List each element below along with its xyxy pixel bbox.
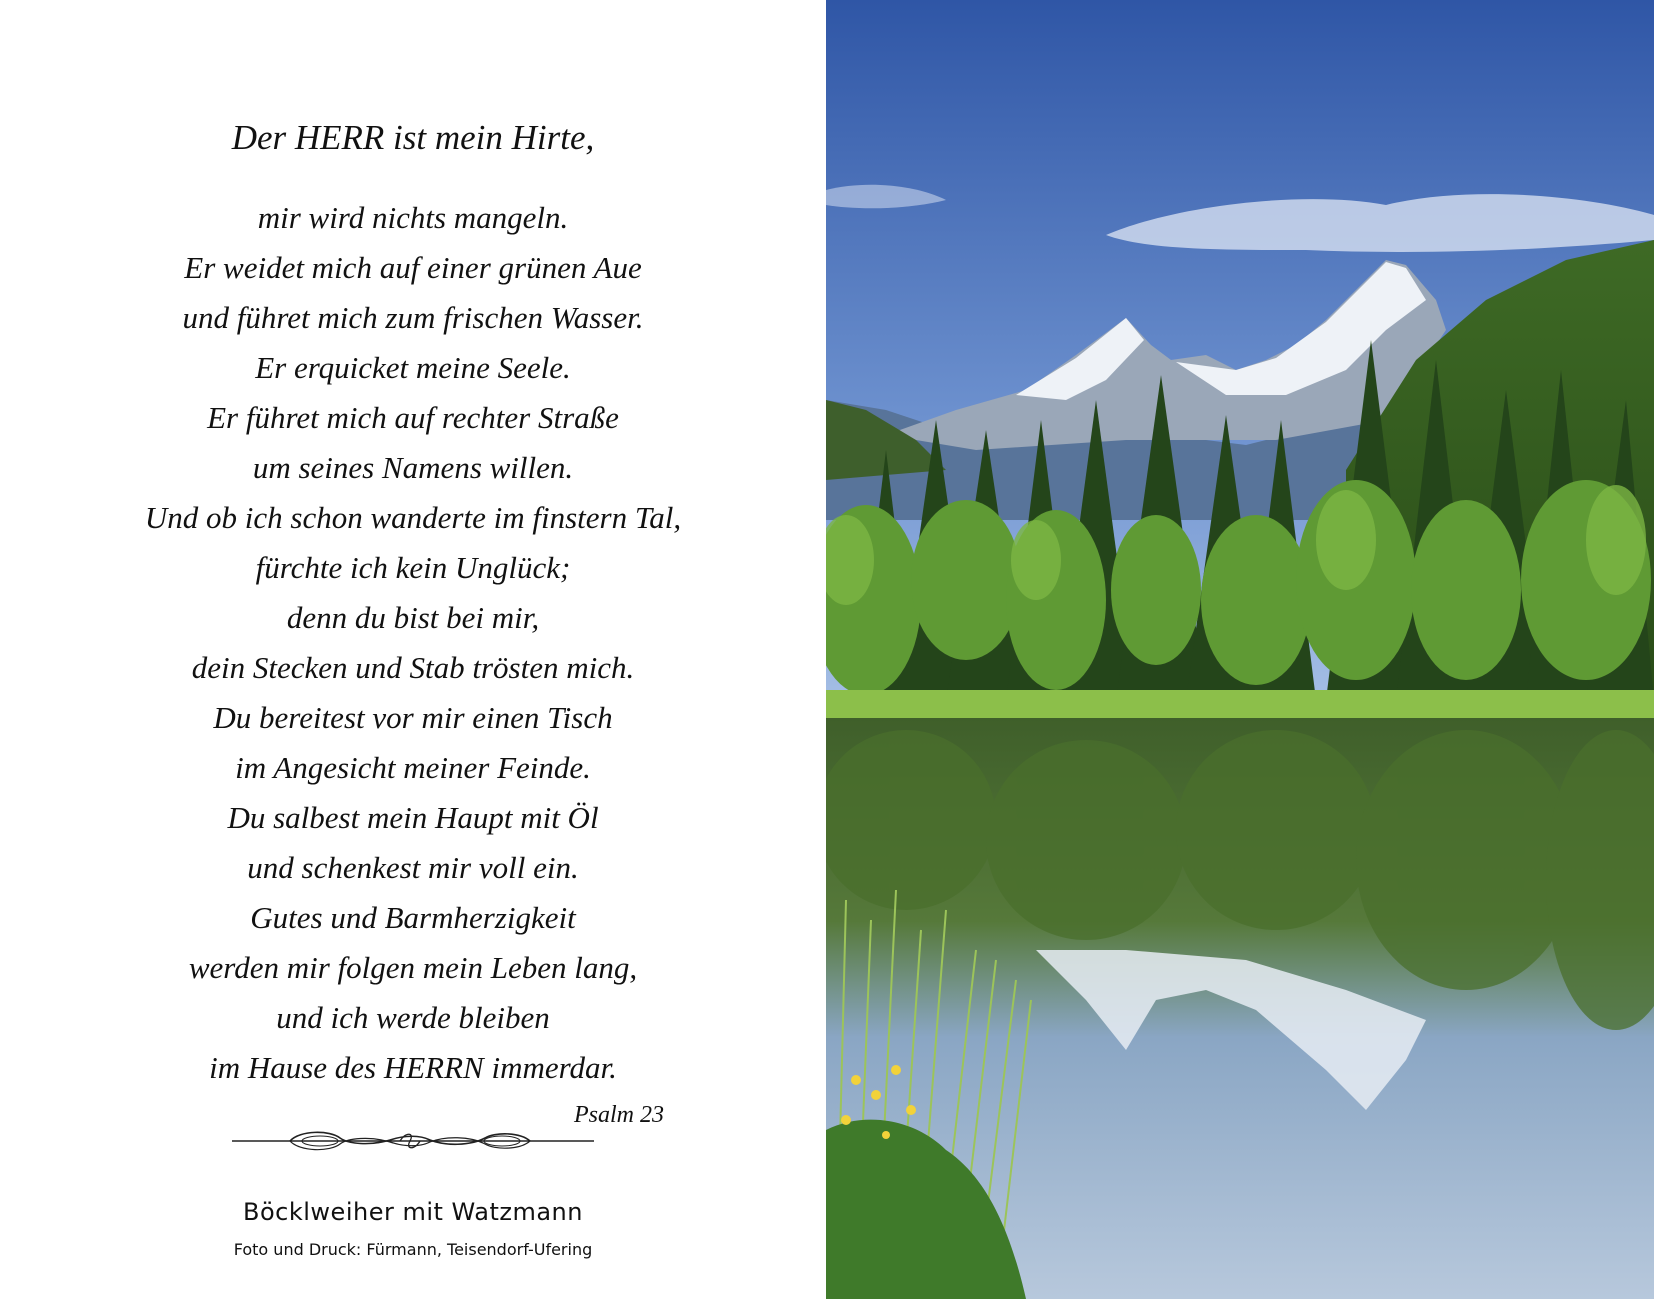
verse-line: um seines Namens willen. — [252, 450, 574, 485]
verse-line: mir wird nichts mangeln. — [257, 200, 569, 235]
verse-line: werden mir folgen mein Leben lang, — [188, 950, 638, 985]
verse-line: Er führet mich auf rechter Straße — [207, 400, 619, 435]
meadow — [826, 690, 1654, 720]
verse-line: und führet mich zum frischen Wasser. — [182, 300, 644, 335]
verse-line: und schenkest mir voll ein. — [247, 850, 579, 885]
verse-line: Du bereitest vor mir einen Tisch — [213, 700, 613, 735]
ornament-flourish — [230, 1126, 596, 1156]
verse-line: und ich werde bleiben — [276, 1000, 550, 1035]
poem-title: Der HERR ist mein Hirte, — [231, 118, 595, 157]
verse-line: Er weidet mich auf einer grünen Aue — [184, 250, 642, 285]
verse-line: Er erquicket meine Seele. — [255, 350, 571, 385]
verse-block — [0, 193, 826, 1093]
verse-line: Und ob ich schon wanderte im finstern Tal, — [144, 500, 682, 535]
verse-line: Du salbest mein Haupt mit Öl — [227, 800, 599, 835]
photo-caption: Böcklweiher mit Watzmann — [243, 1198, 583, 1226]
verse-line: Gutes und Barmherzigkeit — [250, 900, 576, 935]
photo-credit: Foto und Druck: Fürmann, Teisendorf-Ufering — [233, 1240, 593, 1259]
verse-line: im Hause des HERRN immerdar. — [209, 1050, 617, 1085]
verse-line: dein Stecken und Stab trösten mich. — [191, 650, 635, 685]
psalm-reference: Psalm 23 — [574, 1102, 664, 1128]
verse-line: denn du bist bei mir, — [286, 600, 540, 635]
verse-line: im Angesicht meiner Feinde. — [235, 750, 591, 785]
text-panel — [0, 0, 826, 1299]
landscape-photo — [826, 0, 1654, 1299]
verse-line: fürchte ich kein Unglück; — [255, 550, 571, 585]
